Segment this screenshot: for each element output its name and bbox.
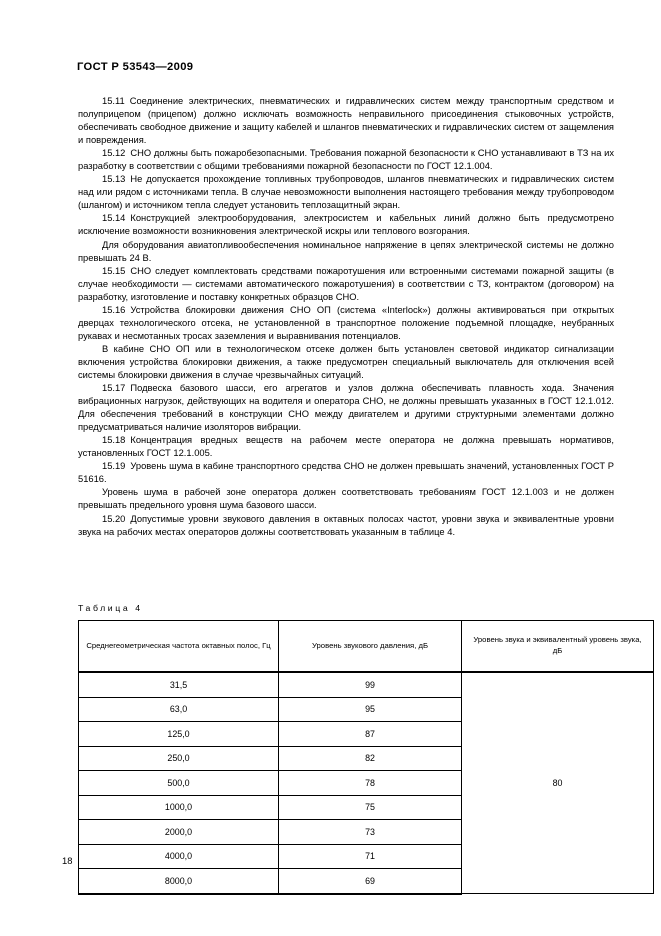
table-header: [79, 621, 654, 673]
paragraph-15-13: [78, 173, 614, 212]
paragraph-text: Уровень шума в кабине транспортного средства СНО не должен превышать значений, установленных ГОСТ Р 51616.: [78, 461, 614, 485]
paragraph-number: 15.20: [102, 513, 126, 524]
cell-frequency: 31,5: [79, 672, 279, 697]
cell-pressure: 75: [279, 795, 462, 820]
paragraph-15-18: [78, 434, 614, 460]
cell-pressure: 99: [279, 672, 462, 697]
paragraph-number: 15.19: [102, 461, 126, 472]
cell-pressure: 82: [279, 746, 462, 771]
paragraph-number: 15.17: [102, 383, 126, 394]
paragraph-15-19-cont: [78, 486, 614, 512]
paragraph-15-16: [78, 304, 614, 343]
cell-frequency: 8000,0: [79, 869, 279, 894]
paragraph-number: 15.13: [102, 174, 126, 185]
paragraph-15-19: [78, 460, 614, 486]
paragraph-15-11: [78, 95, 614, 147]
cell-pressure: 87: [279, 722, 462, 747]
paragraph-text: Устройства блокировки движения СНО ОП (система «Interlock») должны активироваться при открытых дверцах технологического отсека, не установленной в транспортное положение подъемной площадке, неубранных рукавах и несмотанных тросах заземления и выравнивания потенциалов.: [78, 304, 614, 341]
paragraph-text: СНО должны быть пожаробезопасными. Требования пожарной безопасности к СНО устанавливают в ТЗ на их разработку в соответствии с общими требованиями пожарной безопасности по ГОСТ 12.1.004.: [78, 148, 614, 172]
paragraph-text: Для оборудования авиатопливообеспечения номинальное напряжение в цепях электрической системы не должно превышать 24 В.: [78, 239, 614, 263]
paragraph-15-14-cont: [78, 239, 614, 265]
table-header-row: [79, 621, 654, 673]
paragraph-15-14: [78, 212, 614, 238]
cell-frequency: 1000,0: [79, 795, 279, 820]
sound-level-table: [78, 620, 654, 895]
paragraph-number: 15.18: [102, 435, 126, 446]
paragraph-text: Концентрация вредных веществ на рабочем месте оператора не должна превышать нормативов, установленных ГОСТ 12.1.005.: [78, 435, 614, 459]
paragraph-number: 15.14: [102, 213, 126, 224]
table-row: [79, 672, 654, 697]
cell-frequency: 500,0: [79, 771, 279, 796]
cell-frequency: 125,0: [79, 722, 279, 747]
paragraph-15-12: [78, 147, 614, 173]
paragraph-15-16-cont: [78, 343, 614, 382]
paragraph-number: 15.16: [102, 304, 126, 315]
cell-frequency: 4000,0: [79, 844, 279, 869]
column-header-equivalent: Уровень звука и эквивалентный уровень звука, дБ: [462, 621, 654, 673]
paragraph-15-20: [78, 513, 614, 539]
paragraph-text: Подвеска базового шасси, его агрегатов и узлов должна обеспечивать плавность хода. Значения вибрационных нагрузок, действующих на водителя и оператора СНО, не должны превышать указанных в ГОСТ 12.1.012. Для обеспечения требований в конструкции СНО между двигателем и другими структурными элементами должно предусматриваться наличие изоляторов вибрации.: [78, 383, 614, 433]
paragraph-text: Соединение электрических, пневматических и гидравлических систем между транспортным средством и полуприцепом (прицепом) должно исключать возможность неправильного присоединения стыковочных устройств, обеспечивать свободное движение и защиту кабелей и шлангов пневматических и гидравлических систем от защемления и повреждения.: [78, 96, 614, 146]
cell-pressure: 95: [279, 697, 462, 722]
paragraph-number: 15.12: [102, 148, 126, 159]
table-body: [79, 672, 654, 894]
column-header-frequency: Среднегеометрическая частота октавных полос, Гц: [79, 621, 279, 673]
table-caption: Таблица 4: [78, 603, 143, 613]
cell-frequency: 63,0: [79, 697, 279, 722]
paragraph-text: Допустимые уровни звукового давления в октавных полосах частот, уровни звука и эквивалентные уровни звука на рабочих местах операторов должны соответствовать указанным в таблице 4.: [78, 513, 614, 537]
cell-pressure: 69: [279, 869, 462, 894]
paragraph-15-15: [78, 265, 614, 304]
cell-frequency: 250,0: [79, 746, 279, 771]
paragraph-text: Уровень шума в рабочей зоне оператора должен соответствовать требованиям ГОСТ 12.1.003 и не должен превышать предельного уровня шума базового шасси.: [78, 487, 614, 511]
paragraph-text: СНО следует комплектовать средствами пожаротушения или встроенными системами пожарной защиты (в случае необходимости — системами автоматического пожаротушения) в соответствии с ТЗ, контрактом (договором) на разработку, изготовление и поставку конкретных образцов СНО.: [78, 265, 614, 302]
column-header-pressure: Уровень звукового давления, дБ: [279, 621, 462, 673]
running-header: ГОСТ Р 53543—2009: [77, 61, 194, 73]
cell-equivalent-level: 80: [462, 672, 654, 894]
paragraph-text: В кабине СНО ОП или в технологическом отсеке должен быть установлен световой индикатор сигнализации включения устройства блокировки движения, а также предусмотрен специальный выключатель для отключения всей системы блокировки движения в случае чрезвычайных ситуаций.: [78, 343, 614, 380]
cell-pressure: 78: [279, 771, 462, 796]
body-text-column: [78, 95, 614, 539]
cell-frequency: 2000,0: [79, 820, 279, 845]
paragraph-15-17: [78, 382, 614, 434]
paragraph-number: 15.11: [102, 96, 125, 106]
paragraph-number: 15.15: [102, 265, 126, 276]
cell-pressure: 73: [279, 820, 462, 845]
page-number: 18: [62, 855, 73, 866]
paragraph-text: Не допускается прохождение топливных трубопроводов, шлангов пневматических и гидравлических систем над или рядом с источниками тепла. В случае невозможности выполнения настоящего требования между трубопроводом (шлангом) и источником тепла следует установить теплозащитный экран.: [78, 174, 614, 211]
paragraph-text: Конструкцией электрооборудования, электросистем и кабельных линий должно быть предусмотрено исключение возможности возникновения электрической искры или теплового возгорания.: [78, 213, 614, 237]
cell-pressure: 71: [279, 844, 462, 869]
